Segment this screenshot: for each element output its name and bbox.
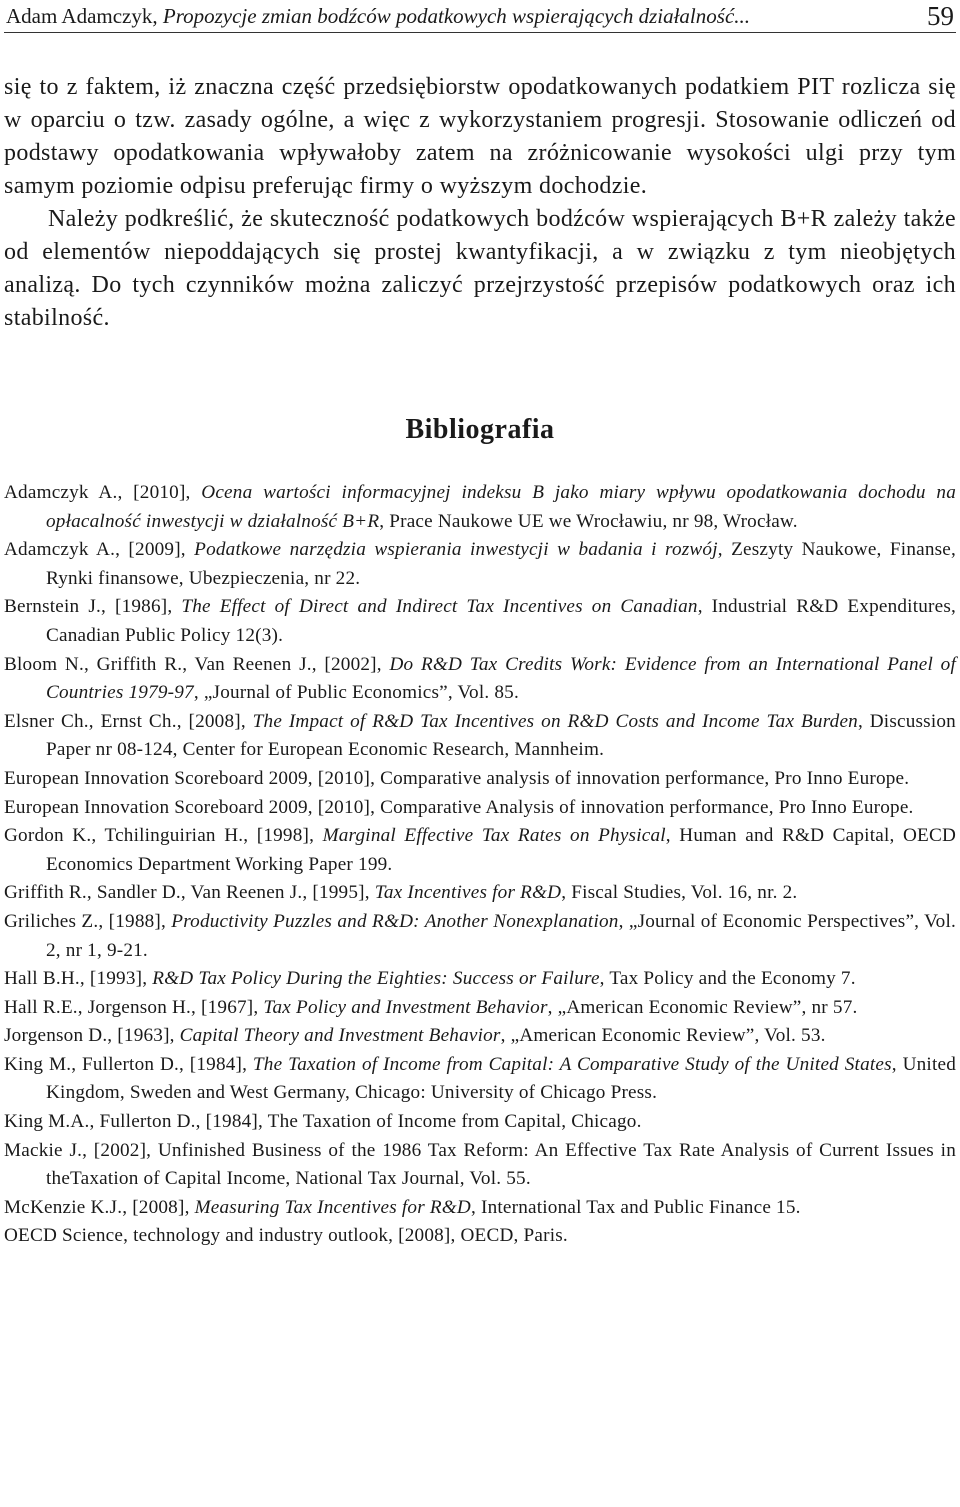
- reference-item: [4, 1137, 956, 1194]
- reference-post: , Discussion Paper nr 08-124, Center for European Economic Research, Mannheim.: [46, 710, 956, 761]
- page-number: 59: [927, 0, 954, 31]
- reference-item: [4, 794, 956, 823]
- reference-title: Podatkowe narzędzia wspierania inwestycji w badania i rozwój: [194, 539, 718, 561]
- reference-item: [4, 965, 956, 994]
- reference-item: [4, 651, 956, 708]
- reference-pre: King M., Fullerton D., [1984],: [4, 1053, 253, 1075]
- reference-item: [4, 479, 956, 536]
- reference-pre: Gordon K., Tchilinguirian H., [1998],: [4, 825, 323, 847]
- reference-pre: Adamczyk A., [2009],: [4, 539, 195, 561]
- header-author: Adam Adamczyk,: [6, 3, 158, 28]
- reference-title: The Taxation of Income from Capital: A Comparative Study of the United States: [252, 1053, 892, 1075]
- reference-title: R&D Tax Policy During the Eighties: Success or Failure: [152, 968, 600, 990]
- reference-pre: Elsner Ch., Ernst Ch., [2008],: [4, 710, 253, 732]
- reference-pre: Bernstein J., [1986],: [4, 596, 182, 618]
- reference-item: [4, 1194, 956, 1223]
- reference-item: [4, 879, 956, 908]
- reference-post: , Human and R&D Capital, OECD Economics Department Working Paper 199.: [46, 825, 957, 875]
- header-rule: [4, 32, 956, 33]
- reference-pre: Griffith R., Sandler D., Van Reenen J., [1995],: [4, 882, 375, 904]
- reference-post: , Zeszyty Naukowe, Finanse, Rynki finansowe, Ubezpieczenia, nr 22.: [46, 539, 957, 589]
- running-header: [6, 0, 954, 32]
- bibliography-list: [4, 479, 956, 1251]
- reference-post: , Fiscal Studies, Vol. 16, nr. 2.: [561, 882, 798, 904]
- reference-title: Tax Incentives for R&D: [374, 882, 562, 904]
- paragraph: Należy podkreślić, że skuteczność podatkowych bodźców wspierających B+R zależy także od elementów niepoddających się prostej kwantyfikacji, a w związku z tym nieobjętych analizą. Do tych czynników można zaliczyć przejrzystość przepisów podatkowych oraz ich stabilność.: [4, 206, 956, 331]
- reference-pre: Bloom N., Griffith R., Van Reenen J., [2002],: [4, 653, 390, 675]
- reference-item: [4, 593, 956, 650]
- reference-pre: Adamczyk A., [2010],: [4, 482, 202, 503]
- reference-post: , „Journal of Public Economics”, Vol. 85.: [193, 682, 519, 704]
- reference-post: , „Journal of Economic Perspectives”, Vol. 2, nr 1, 9-21.: [46, 910, 957, 961]
- reference-title: Capital Theory and Investment Behavior: [179, 1025, 501, 1047]
- reference-title: Productivity Puzzles and R&D: Another Nonexplanation: [171, 910, 619, 932]
- reference-pre: European Innovation Scoreboard 2009, [2010], Comparative Analysis of innovation performance, Pro Inno Europe.: [4, 796, 914, 818]
- header-title: Propozycje zmian bodźców podatkowych wspierających działalność...: [162, 3, 751, 28]
- reference-item: [4, 536, 956, 593]
- reference-post: , International Tax and Public Finance 15.: [471, 1196, 801, 1218]
- reference-item: [4, 765, 956, 794]
- reference-title: Ocena wartości informacyjnej indeksu B jako miary wpływu opodatkowania dochodu na opłacalność inwestycji w działalność B+R: [46, 482, 956, 532]
- paragraph: się to z faktem, iż znaczna część przedsiębiorstw opodatkowanych podatkiem PIT rozlicza się w oparciu o tzw. zasady ogólne, a więc z wykorzystaniem progresji. Stosowanie odliczeń od podstawy opodatkowania wpływałoby zatem na zróżnicowanie wysokości ulgi przy tym samym poziomie odpisu preferując firmy o wyższym dochodzie.: [4, 74, 956, 199]
- reference-item: [4, 908, 956, 965]
- reference-pre: European Innovation Scoreboard 2009, [2010], Comparative analysis of innovation performance, Pro Inno Europe.: [4, 767, 910, 789]
- reference-pre: OECD Science, technology and industry outlook, [2008], OECD, Paris.: [4, 1225, 568, 1247]
- reference-pre: Mackie J., [2002], Unfinished Business of the 1986 Tax Reform: An Effective Tax Rate Analysis of Current Issues in theTaxation of Capital Income, National Tax Journal, Vol. 55.: [4, 1139, 956, 1190]
- reference-item: [4, 994, 956, 1023]
- reference-title: The Impact of R&D Tax Incentives on R&D Costs and Income Tax Burden: [252, 710, 858, 732]
- reference-title: Measuring Tax Incentives for R&D: [194, 1196, 471, 1218]
- reference-pre: King M.A., Fullerton D., [1984], The Taxation of Income from Capital, Chicago.: [4, 1111, 642, 1133]
- reference-item: [4, 822, 956, 879]
- reference-item: [4, 708, 956, 765]
- reference-title: Marginal Effective Tax Rates on Physical: [322, 825, 666, 847]
- reference-pre: Hall R.E., Jorgenson H., [1967],: [4, 996, 264, 1018]
- section-heading: Bibliografia: [405, 414, 555, 445]
- reference-title: Tax Policy and Investment Behavior: [263, 996, 548, 1018]
- reference-item: [4, 1022, 956, 1051]
- reference-post: , „American Economic Review”, nr 57.: [547, 996, 858, 1018]
- reference-pre: McKenzie K.J., [2008],: [4, 1196, 195, 1218]
- reference-post: , Industrial R&D Expenditures, Canadian Public Policy 12(3).: [46, 596, 957, 646]
- reference-pre: Jorgenson D., [1963],: [4, 1025, 180, 1047]
- reference-pre: Hall B.H., [1993],: [4, 968, 153, 990]
- reference-item: [4, 1051, 956, 1108]
- reference-post: , Tax Policy and the Economy 7.: [599, 968, 856, 990]
- reference-title: The Effect of Direct and Indirect Tax Incentives on Canadian: [181, 596, 698, 618]
- reference-item: [4, 1222, 956, 1251]
- reference-post: , United Kingdom, Sweden and West Germany, Chicago: University of Chicago Press.: [46, 1053, 956, 1104]
- reference-post: , Prace Naukowe UE we Wrocławiu, nr 98, Wrocław.: [379, 510, 798, 532]
- reference-post: , „American Economic Review”, Vol. 53.: [500, 1025, 826, 1047]
- reference-item: [4, 1108, 956, 1137]
- body-text: [4, 71, 956, 335]
- running-header-text: [6, 4, 750, 29]
- reference-title: Do R&D Tax Credits Work: Evidence from an International Panel of Countries 1979-97: [46, 653, 956, 704]
- reference-pre: Griliches Z., [1988],: [4, 910, 172, 932]
